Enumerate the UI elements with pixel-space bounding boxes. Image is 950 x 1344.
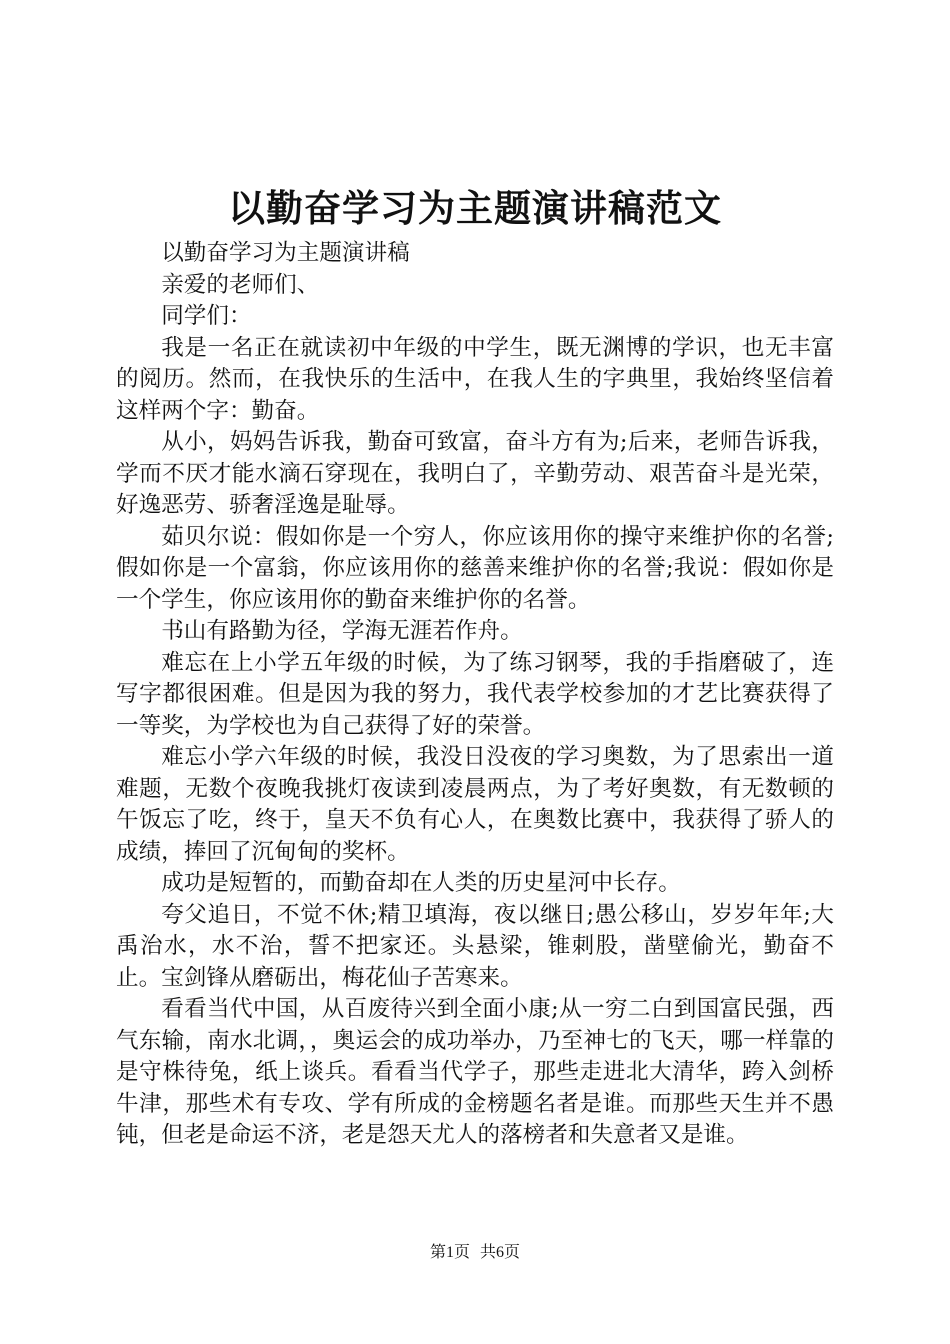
page-total: 共6页 <box>480 1244 521 1261</box>
paragraph: 成功是短暂的，而勤奋却在人类的历史星河中长存。 <box>161 870 681 896</box>
page-footer <box>0 1242 950 1264</box>
paragraph: 以勤奋学习为主题演讲稿 <box>161 240 410 266</box>
document-title: 以勤奋学习为主题演讲稿范文 <box>228 186 722 230</box>
paragraph: 我是一名正在就读初中年级的中学生，既无渊博的学识，也无丰富的阅历。然而，在我快乐的生活中，在我人生的字典里，我始终坚信着这样两个字：勤奋。 <box>116 334 834 424</box>
document-body <box>116 238 834 1152</box>
paragraph: 书山有路勤为径，学海无涯若作舟。 <box>161 618 523 644</box>
paragraph: 亲爱的老师们、 <box>161 271 320 298</box>
page-number: 第1页 <box>429 1244 470 1261</box>
paragraph: 同学们： <box>161 303 252 329</box>
paragraph: 茹贝尔说：假如你是一个穷人，你应该用你的操守来维护你的名誉;假如你是一个富翁，你应该用你的慈善来维护你的名誉;我说：假如你是一个学生，你应该用你的勤奋来维护你的名誉。 <box>116 523 834 613</box>
paragraph: 夸父追日，不觉不休;精卫填海，夜以继日;愚公移山，岁岁年年;大禹治水，水不治，誓不把家还。头悬梁，锥刺股，凿壁偷光，勤奋不止。宝剑锋从磨砺出，梅花仙子苦寒来。 <box>116 901 834 991</box>
paragraph: 从小，妈妈告诉我，勤奋可致富，奋斗方有为;后来，老师告诉我，学而不厌才能水滴石穿现在，我明白了，辛勤劳动、艰苦奋斗是光荣，好逸恶劳、骄奢淫逸是耻辱。 <box>116 429 834 518</box>
paragraph: 难忘在上小学五年级的时候，为了练习钢琴，我的手指磨破了，连写字都很困难。但是因为我的努力，我代表学校参加的才艺比赛获得了一等奖，为学校也为自己获得了好的荣誉。 <box>116 649 834 739</box>
paragraph: 难忘小学六年级的时候，我没日没夜的学习奥数，为了思索出一道难题，无数个夜晚我挑灯夜读到凌晨两点，为了考好奥数，有无数顿的午饭忘了吃，终于，皇天不负有心人，在奥数比赛中，我获得了骄人的成绩，捧回了沉甸甸的奖杯。 <box>116 744 834 865</box>
paragraph: 看看当代中国，从百废待兴到全面小康;从一穷二白到国富民强，西气东输，南水北调，，奥运会的成功举办，乃至神七的飞天，哪一样靠的是守株待兔，纸上谈兵。看看当代学子，那些走进北大清华，跨入剑桥牛津，那些术有专攻、学有所成的金榜题名者是谁。而那些天生并不愚钝，但老是命运不济，老是怨天尤人的落榜者和失意者又是谁。 <box>116 996 834 1148</box>
